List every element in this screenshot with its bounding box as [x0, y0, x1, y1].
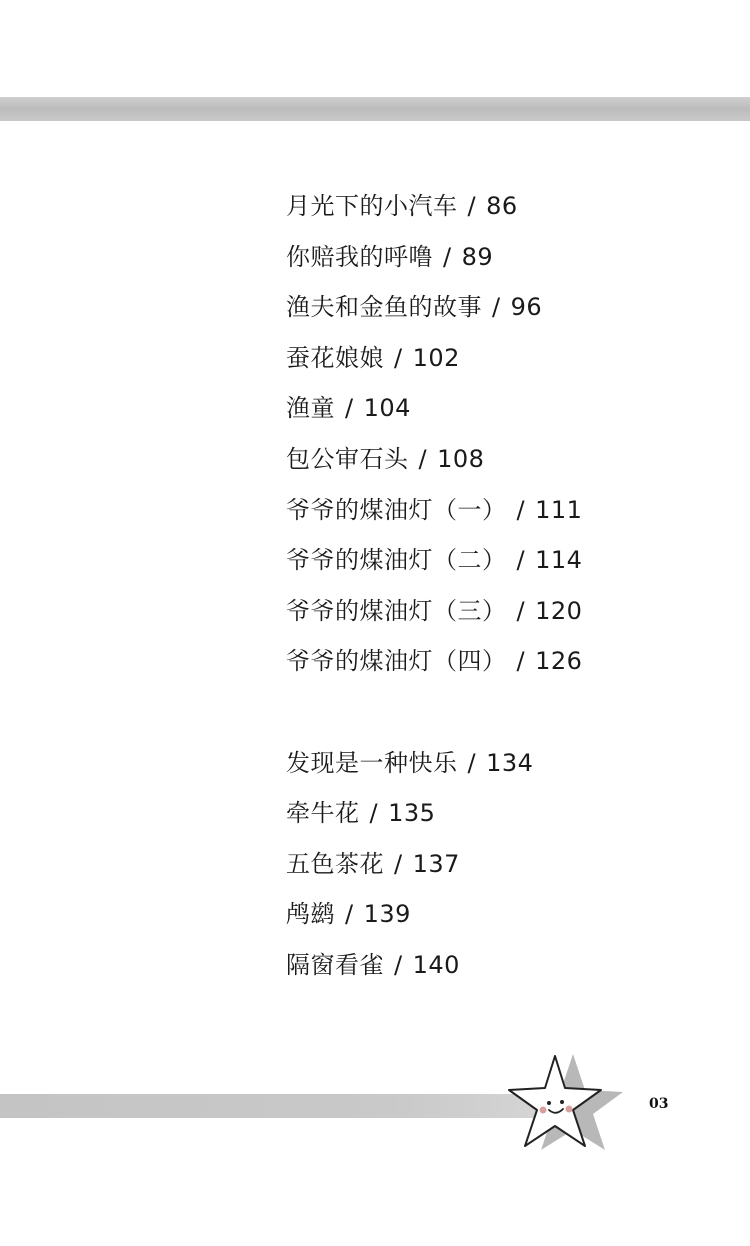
- toc-entry-page: 104: [363, 394, 411, 423]
- toc-separator: /: [418, 444, 428, 473]
- toc-separator: /: [467, 748, 477, 777]
- toc-entry[interactable]: [286, 945, 582, 996]
- toc-entry-page: 89: [461, 242, 494, 271]
- star-right-eye: [560, 1100, 564, 1104]
- star-left-cheek: [540, 1107, 547, 1114]
- toc-entry-page: 96: [510, 293, 543, 322]
- toc-entry-title: 发现是一种快乐: [286, 748, 458, 777]
- toc-separator: /: [467, 192, 477, 220]
- toc-entry-page: 139: [363, 900, 411, 929]
- toc-entry-page: 86: [486, 192, 518, 220]
- toc-entry-title: 鸬鹚: [286, 900, 335, 929]
- toc-entry-title: 爷爷的煤油灯（三）: [286, 596, 507, 625]
- toc-separator: /: [394, 950, 403, 979]
- toc-entry-page: 137: [412, 849, 460, 878]
- toc-entry-title: 渔童: [286, 394, 335, 423]
- star-right-cheek: [566, 1106, 573, 1113]
- toc-separator: /: [345, 900, 354, 929]
- toc-entry-title: 你赔我的呼噜: [286, 242, 433, 271]
- toc-entry[interactable]: [286, 793, 582, 844]
- toc-entry[interactable]: [286, 591, 582, 642]
- toc-entry[interactable]: [286, 641, 582, 692]
- toc-entry[interactable]: [286, 743, 582, 794]
- toc-entry-title: 包公审石头: [286, 444, 409, 473]
- toc-entry[interactable]: [286, 844, 582, 895]
- toc-separator: /: [394, 849, 403, 878]
- toc-entry-page: 108: [437, 444, 485, 473]
- toc-separator: /: [516, 647, 526, 676]
- toc-entry[interactable]: [286, 540, 582, 591]
- toc-entry-title: 爷爷的煤油灯（四）: [286, 647, 507, 676]
- toc-entry-title: 爷爷的煤油灯（一）: [286, 495, 507, 524]
- toc-entry-title: 蚕花娘娘: [286, 343, 384, 372]
- page-number: 03: [649, 1096, 669, 1112]
- toc-entry-title: 爷爷的煤油灯（二）: [286, 546, 507, 575]
- toc-entry-page: 135: [388, 799, 436, 828]
- toc-entry-page: 111: [535, 495, 583, 524]
- toc-separator: /: [516, 546, 526, 575]
- toc-entry[interactable]: [286, 186, 582, 237]
- toc-entry-title: 月光下的小汽车: [286, 192, 458, 220]
- toc-entry-page: 134: [486, 748, 534, 777]
- toc-entry[interactable]: [286, 490, 582, 541]
- header-band: [0, 97, 750, 121]
- star-left-eye: [547, 1101, 551, 1105]
- toc-entry-page: 102: [412, 343, 460, 372]
- toc-entry-page: 140: [412, 950, 460, 979]
- toc-entry-title: 牵牛花: [286, 799, 360, 828]
- toc-entry[interactable]: [286, 237, 582, 288]
- toc-entry-title: 五色茶花: [286, 849, 384, 878]
- smiling-star-icon: [505, 1048, 625, 1158]
- toc-entry-page: 126: [535, 647, 583, 676]
- toc-entry-page: 120: [535, 596, 583, 625]
- toc-separator: /: [394, 343, 403, 372]
- toc-entry[interactable]: [286, 439, 582, 490]
- toc-entry[interactable]: [286, 287, 582, 338]
- toc-separator: /: [492, 293, 501, 322]
- toc-entry-title: 渔夫和金鱼的故事: [286, 293, 482, 322]
- toc-separator: /: [516, 495, 526, 524]
- toc-entry[interactable]: [286, 388, 582, 439]
- toc-entry[interactable]: [286, 894, 582, 945]
- toc-entry-page: 114: [535, 546, 583, 575]
- toc-separator: /: [369, 799, 379, 828]
- toc-separator: /: [516, 596, 526, 625]
- toc-separator: /: [345, 394, 354, 423]
- table-of-contents: [286, 186, 582, 996]
- footer-band: [0, 1094, 560, 1118]
- toc-entry[interactable]: [286, 338, 582, 389]
- toc-entry-title: 隔窗看雀: [286, 950, 384, 979]
- toc-group-gap: [286, 692, 582, 743]
- toc-separator: /: [443, 242, 452, 271]
